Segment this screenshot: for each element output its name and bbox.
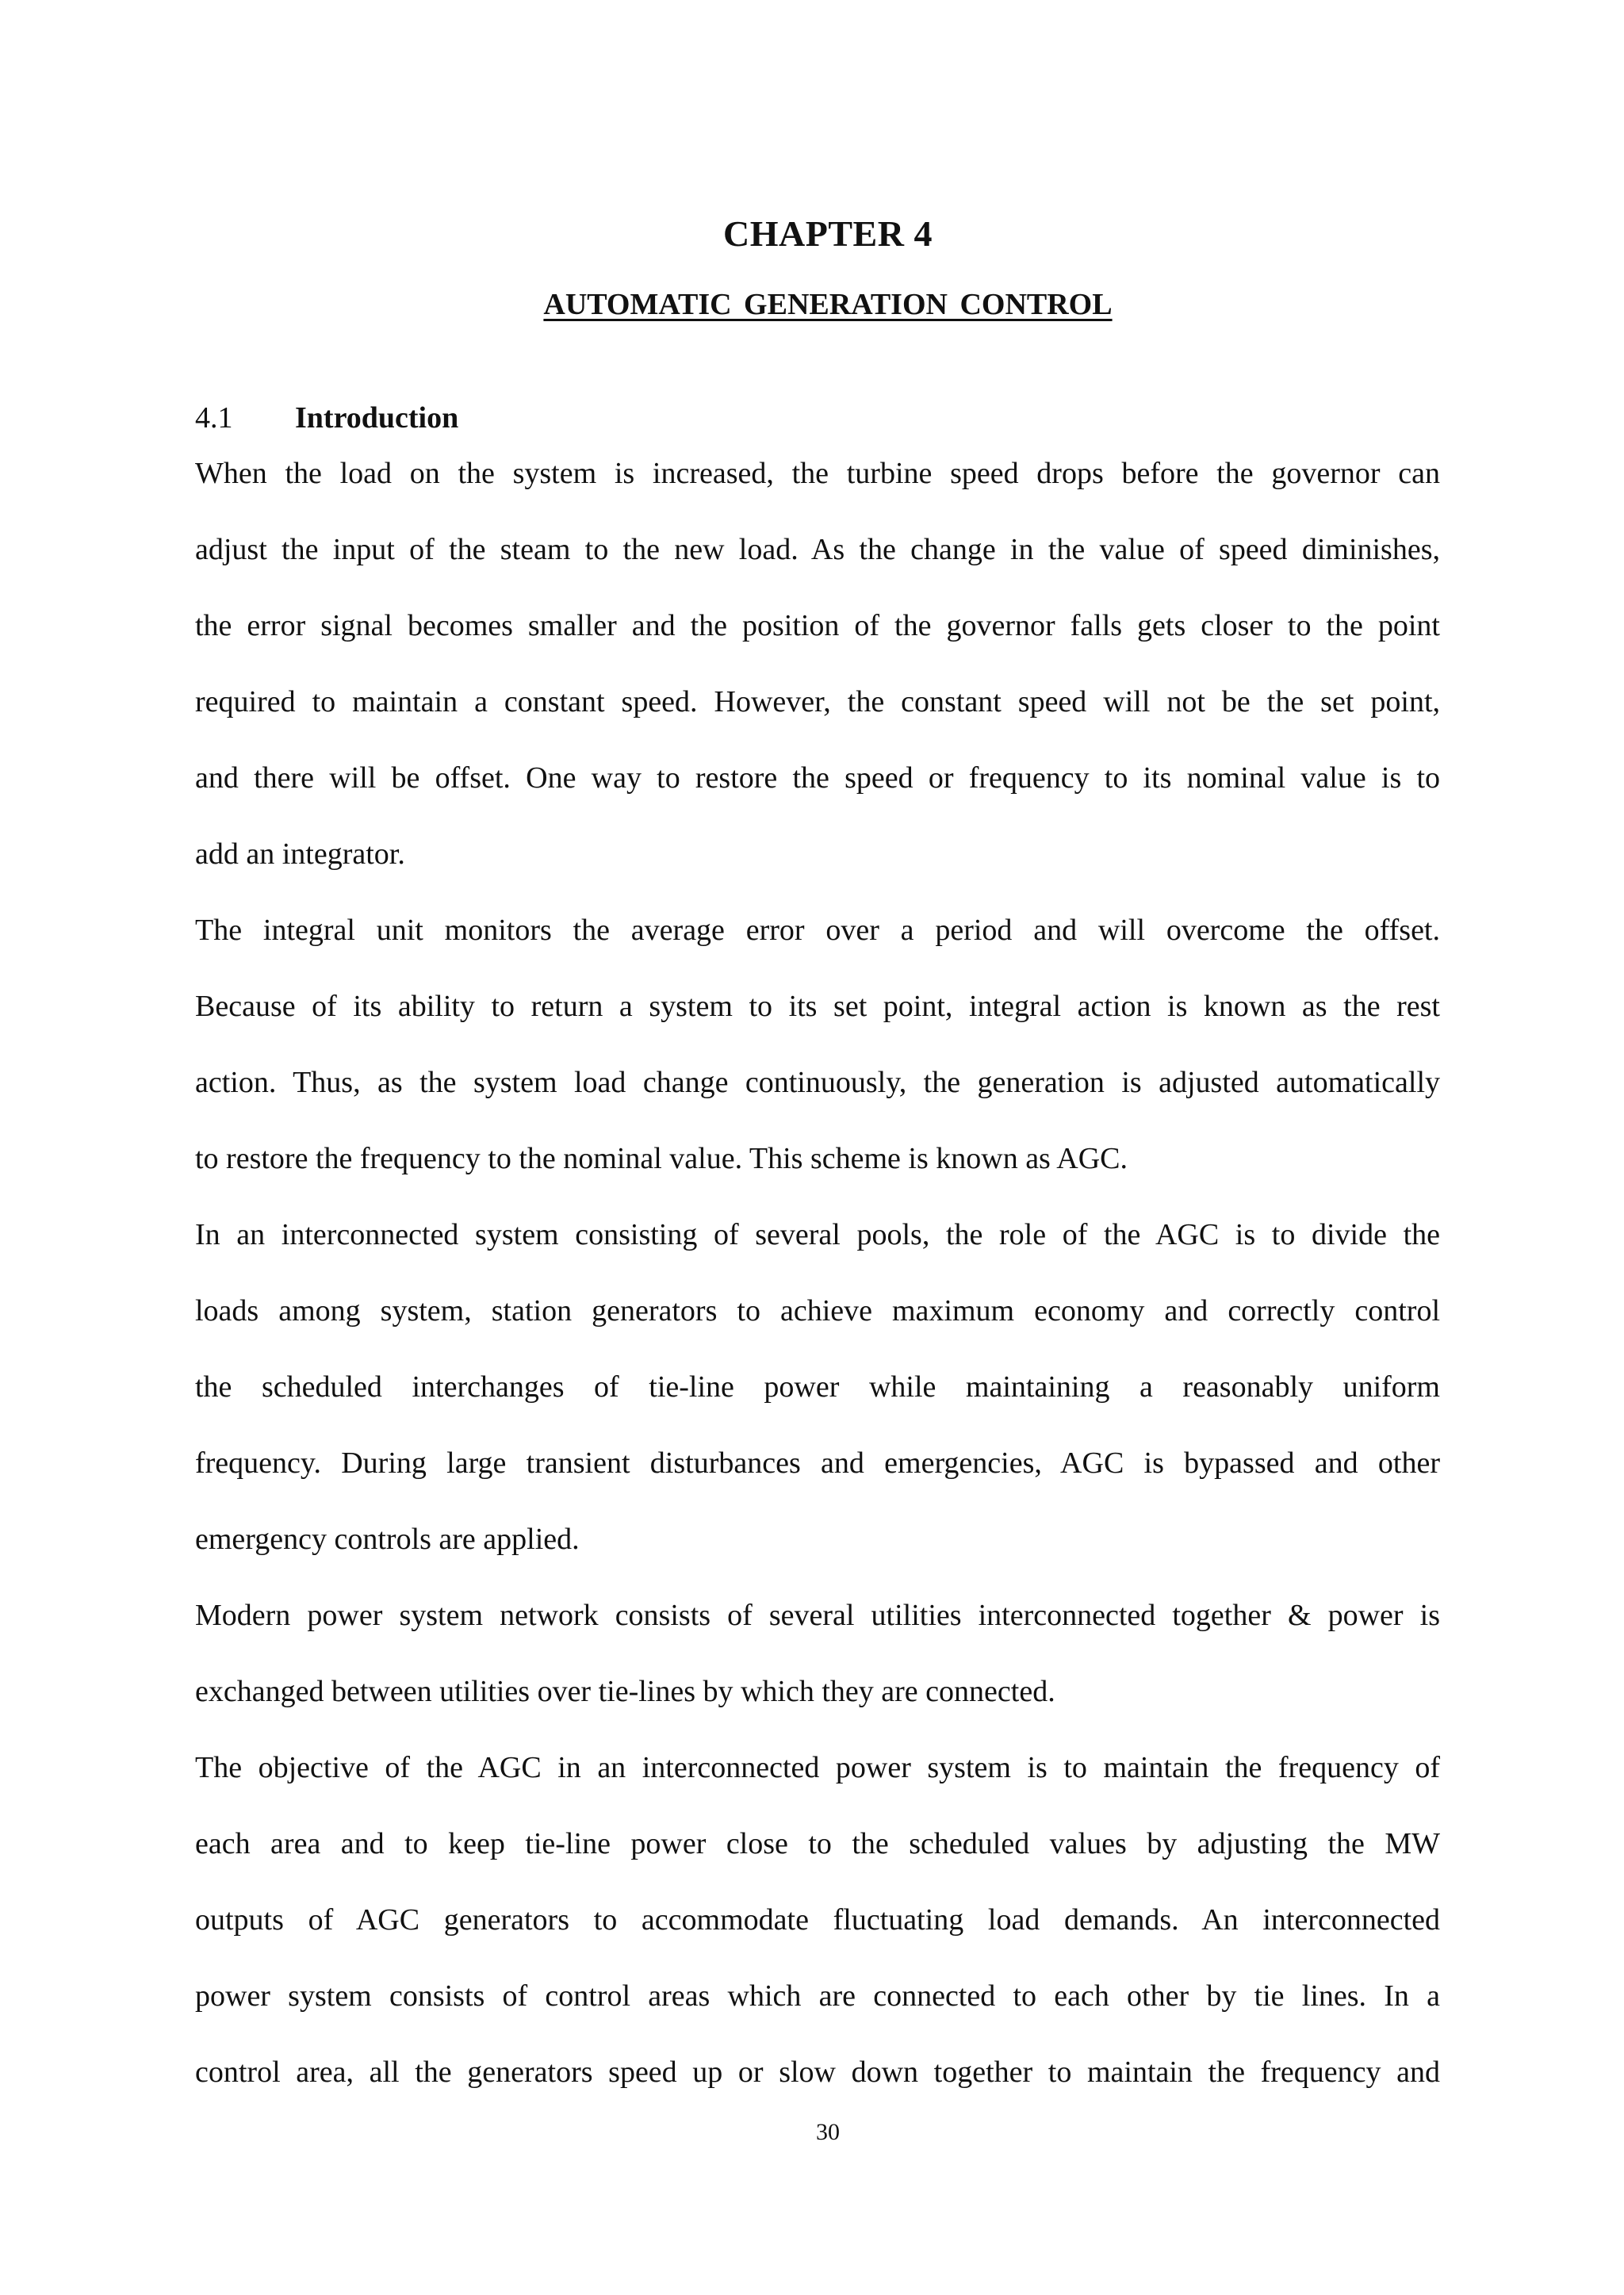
text-line: the error signal becomes smaller and the position of the governor falls gets closer to the point bbox=[195, 609, 1440, 642]
text-line: required to maintain a constant speed. However, the constant speed will not be the set point, bbox=[195, 685, 1440, 718]
text-line: frequency. During large transient disturbances and emergencies, AGC is bypassed and other bbox=[195, 1446, 1440, 1480]
text-line: action. Thus, as the system load change continuously, the generation is adjusted automatically bbox=[195, 1066, 1440, 1099]
text-line: outputs of AGC generators to accommodate fluctuating load demands. An interconnected bbox=[195, 1903, 1440, 1937]
text-line: each area and to keep tie-line power close to the scheduled values by adjusting the MW bbox=[195, 1827, 1440, 1860]
text-line: The integral unit monitors the average error over a period and will overcome the offset. bbox=[195, 914, 1440, 947]
text-line: Because of its ability to return a system to its set point, integral action is known as the rest bbox=[195, 990, 1440, 1023]
section-number: 4.1 bbox=[195, 401, 233, 435]
page-number: 30 bbox=[816, 2119, 840, 2145]
text-line: The objective of the AGC in an interconnected power system is to maintain the frequency of bbox=[195, 1751, 1440, 1784]
text-line: power system consists of control areas which are connected to each other by tie lines. In a bbox=[195, 1979, 1440, 2013]
chapter-title: CHAPTER 4 bbox=[723, 213, 933, 254]
text-line: emergency controls are applied. bbox=[195, 1523, 580, 1556]
section-title: Introduction bbox=[295, 401, 459, 435]
text-line: When the load on the system is increased, the turbine speed drops before the governor can bbox=[195, 457, 1440, 490]
text-line: add an integrator. bbox=[195, 837, 405, 871]
text-line: loads among system, station generators to achieve maximum economy and correctly control bbox=[195, 1294, 1440, 1328]
text-line: exchanged between utilities over tie-lines by which they are connected. bbox=[195, 1675, 1055, 1708]
section-heading bbox=[195, 400, 458, 435]
text-line: the scheduled interchanges of tie-line power while maintaining a reasonably uniform bbox=[195, 1370, 1440, 1404]
text-line: to restore the frequency to the nominal value. This scheme is known as AGC. bbox=[195, 1142, 1128, 1175]
text-line: adjust the input of the steam to the new load. As the change in the value of speed diminishes, bbox=[195, 533, 1440, 566]
chapter-subtitle: AUTOMATIC GENERATION CONTROL bbox=[543, 288, 1113, 321]
body-text bbox=[195, 449, 1440, 2124]
text-line: In an interconnected system consisting of several pools, the role of the AGC is to divide the bbox=[195, 1218, 1440, 1251]
text-line: control area, all the generators speed up or slow down together to maintain the frequency and bbox=[195, 2056, 1440, 2089]
text-line: and there will be offset. One way to restore the speed or frequency to its nominal value is to bbox=[195, 761, 1440, 795]
text-line: Modern power system network consists of several utilities interconnected together & power is bbox=[195, 1599, 1440, 1632]
